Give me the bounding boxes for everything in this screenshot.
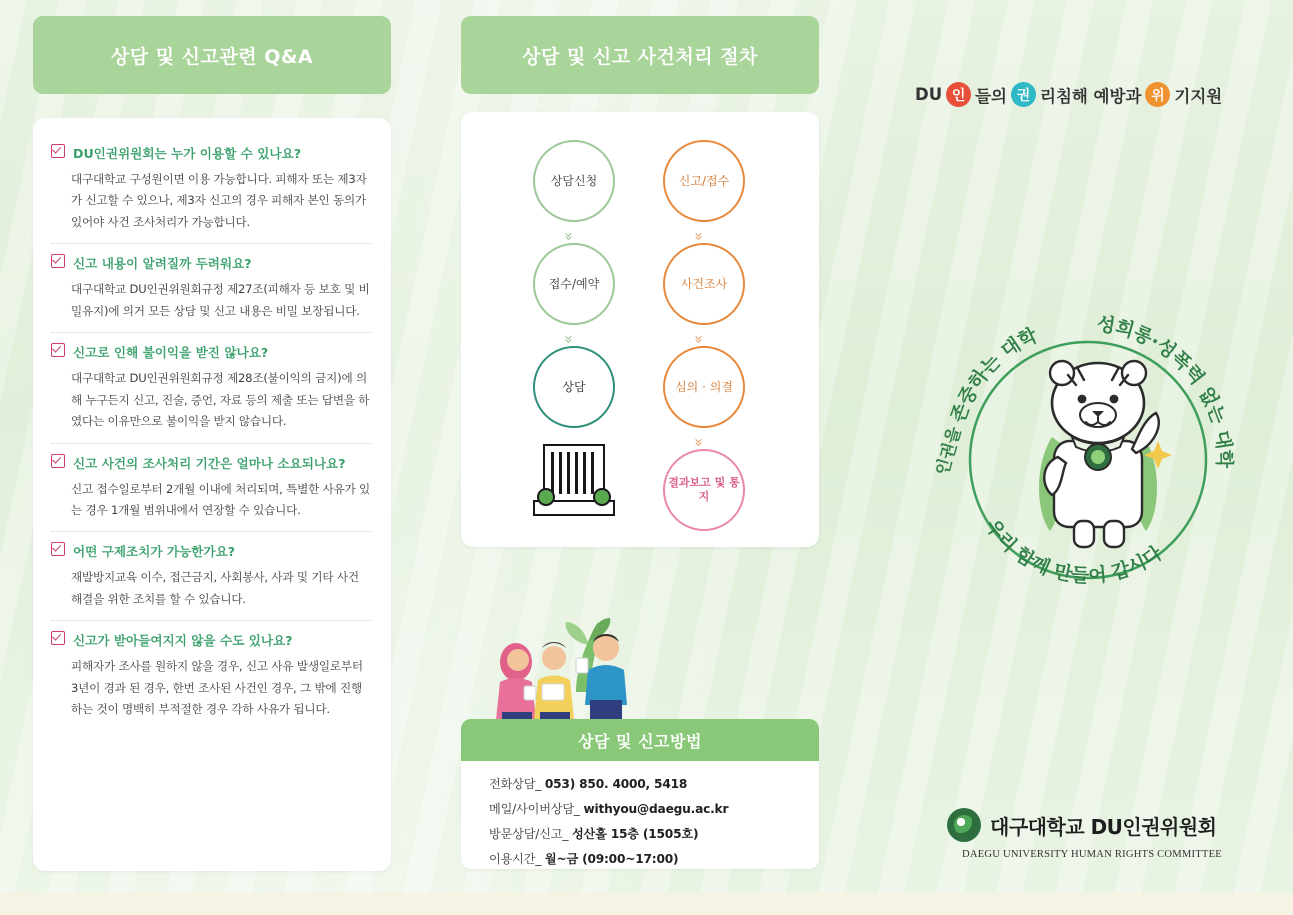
- qa-question-text: 신고가 받아들여지지 않을 수도 있나요?: [73, 633, 293, 649]
- contact-value[interactable]: 053) 850. 4000, 5418: [544, 777, 688, 791]
- qa-question-text: 신고로 인해 불이익을 받진 않나요?: [73, 345, 269, 361]
- qa-list: [33, 118, 391, 741]
- university-emblem-inner: [954, 815, 974, 835]
- flow-node-investigation: 사건조사: [663, 243, 745, 325]
- qa-question-text: 신고 사건의 조사처리 기간은 얼마나 소요되나요?: [73, 455, 346, 471]
- qa-answer-text: 대구대학교 DU인권위원회규정 제27조(피해자 등 보호 및 비밀유지)에 의거 모든 상담 및 신고 내용은 비밀 보장됩니다.: [71, 282, 370, 318]
- contact-value: 성산홀 15층 (1505호): [571, 827, 699, 841]
- slogan-badge-gwon: 권: [1011, 82, 1036, 107]
- qa-question-text: DU인권위원회는 누가 이용할 수 있나요?: [73, 146, 302, 161]
- university-emblem-icon: [947, 808, 981, 842]
- flow-node-reception-booking: 접수/예약: [533, 243, 615, 325]
- qa-answer-text: 재발방지교육 이수, 접근금지, 사회봉사, 사과 및 기타 사건 해결을 위한 조치를 할 수 있습니다.: [71, 570, 359, 606]
- slogan-part-2: 들의: [975, 86, 1007, 106]
- emblem-left-text: 인권을: [932, 424, 966, 478]
- bottom-strip: [0, 893, 1293, 915]
- checkbox-icon: [51, 254, 65, 268]
- contact-label: 이용시간_: [489, 852, 542, 866]
- emblem-bottom-text: 우리 함께 만들어 갑시다: [980, 515, 1167, 588]
- tree-dot-left-icon: [537, 488, 555, 506]
- contact-label: 전화상담_: [489, 777, 542, 791]
- contact-row: [489, 850, 819, 867]
- process-flow: [461, 112, 819, 547]
- qa-answer-text: 대구대학교 DU인권위원회규정 제28조(불이익의 금지)에 의해 누구든지 신고, 진술, 증언, 자료 등의 제출 또는 답변을 하였다는 이유만으로 불이익을 받지 않습니다.: [71, 371, 370, 429]
- qa-question-text: 신고 내용이 알려질까 두려워요?: [73, 256, 252, 272]
- contact-row: [489, 775, 819, 792]
- qa-item: [51, 621, 371, 730]
- contact-row: [489, 800, 819, 817]
- qa-answer-text: 신고 접수일로부터 2개월 이내에 처리되며, 특별한 사유가 있는 경우 1개월 범위내에서 연장할 수 있습니다.: [71, 481, 371, 517]
- qa-answer-text: 피해자가 조사를 원하지 않을 경우, 신고 사유 발생일로부터 3년이 경과 된 경우, 한번 조사된 사건인 경우, 그 밖에 진행하는 것이 명백히 부적절한 경우 각하 사유가 됩니다.: [71, 659, 363, 717]
- contact-value: 월~금 (09:00~17:00): [544, 852, 679, 866]
- contact-label: 방문상담/신고_: [489, 827, 569, 841]
- flow-arrow-icon: »: [560, 334, 579, 343]
- qa-section-title: 상담 및 신고관련 Q&A: [33, 16, 391, 94]
- checkbox-icon: [51, 542, 65, 556]
- qa-panel: [33, 118, 391, 871]
- slogan-badge-in: 인: [946, 82, 971, 107]
- contact-panel: [461, 761, 819, 869]
- flow-arrow-icon: »: [690, 231, 709, 240]
- slogan-part-1: DU: [915, 85, 943, 104]
- contact-row: [489, 825, 819, 842]
- flow-node-counseling: 상담: [533, 346, 615, 428]
- qa-item: [51, 134, 371, 244]
- qa-answer-text: 대구대학교 구성원이면 이용 가능합니다. 피해자 또는 제3자가 신고할 수 있으나, 제3자 신고의 경우 피해자 본인 동의가 있어야 사건 조사처리가 가능합니다.: [71, 172, 367, 229]
- process-section-title: 상담 및 신고 사건처리 절차: [461, 16, 819, 94]
- contact-value[interactable]: withyou@daegu.ac.kr: [583, 802, 729, 816]
- qa-item: [51, 532, 371, 621]
- contact-section-title: 상담 및 신고방법: [461, 719, 819, 761]
- slogan: [915, 82, 1222, 107]
- qa-item: [51, 444, 371, 533]
- flow-node-counsel-request: 상담신청: [533, 140, 615, 222]
- checkbox-icon: [51, 631, 65, 645]
- flow-arrow-icon: »: [690, 437, 709, 446]
- qa-item: [51, 244, 371, 333]
- people-illustration: [480, 600, 690, 725]
- qa-question-row: [51, 541, 371, 560]
- flow-arrow-icon: »: [690, 334, 709, 343]
- slogan-part-3: 리침해 예방과: [1040, 86, 1142, 106]
- tree-dot-right-icon: [593, 488, 611, 506]
- contact-label: 메일/사이버상담_: [489, 802, 580, 816]
- tiger-mascot: [1018, 345, 1178, 565]
- flow-arrow-icon: »: [560, 231, 579, 240]
- footer-org-name-en: DAEGU UNIVERSITY HUMAN RIGHTS COMMITTEE: [962, 849, 1222, 860]
- qa-question-row: [51, 253, 371, 272]
- qa-question-text: 어떤 구제조치가 가능한가요?: [73, 544, 236, 560]
- qa-question-row: [51, 143, 371, 162]
- qa-question-row: [51, 342, 371, 361]
- qa-question-row: [51, 453, 371, 472]
- checkbox-icon: [51, 144, 65, 158]
- footer-logo-row: [947, 808, 1237, 842]
- qa-item: [51, 333, 371, 443]
- footer-org-name: 대구대학교 DU인권위원회: [990, 814, 1217, 839]
- qa-question-row: [51, 630, 371, 649]
- flow-node-report-reception: 신고/접수: [663, 140, 745, 222]
- flow-node-deliberation: 심의 · 의결: [663, 346, 745, 428]
- checkbox-icon: [51, 454, 65, 468]
- building-icon: [533, 438, 613, 516]
- slogan-badge-wi: 위: [1145, 82, 1170, 107]
- slogan-part-4: 기지원: [1174, 86, 1223, 106]
- contact-list: [461, 761, 819, 867]
- footer-logo: [947, 808, 1237, 860]
- process-panel: [461, 112, 819, 547]
- flow-node-result-notice: 결과보고 및 통지: [663, 449, 745, 531]
- emblem-top-right-text: 성희롱·성폭력 없는 대학: [1095, 313, 1236, 469]
- emblem-top-left-text: 존중하는 대학: [946, 324, 1041, 426]
- checkbox-icon: [51, 343, 65, 357]
